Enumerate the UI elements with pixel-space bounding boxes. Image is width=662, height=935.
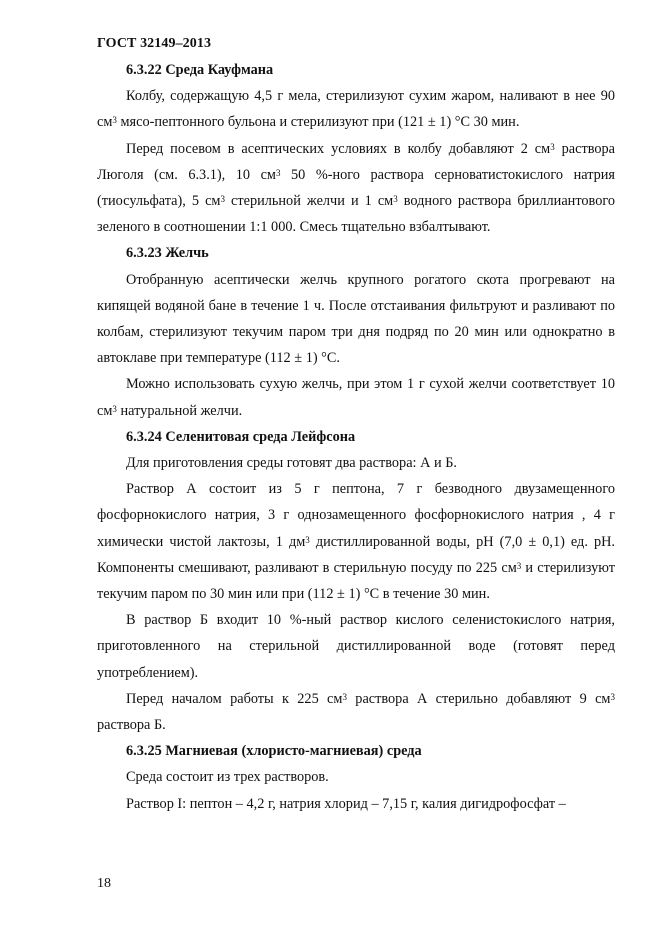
body-paragraph	[97, 686, 615, 738]
paragraph-text: Раствор I: пептон – 4,2 г, натрия хлорид – 7,15 г, калия дигидрофосфат –	[126, 795, 566, 812]
paragraph-text: стерильной желчи и 1 см	[224, 193, 394, 210]
superscript: 3	[275, 167, 281, 178]
superscript: 3	[220, 194, 225, 205]
body-paragraph	[97, 764, 615, 790]
superscript: 3	[305, 534, 310, 545]
section-heading: 6.3.22 Среда Кауфмана	[126, 62, 274, 78]
page-number: 18	[97, 876, 111, 891]
section-heading: 6.3.24 Селенитовая среда Лейфсона	[126, 428, 356, 445]
document-header: ГОСТ 32149–2013	[97, 36, 212, 51]
section-heading: 6.3.25 Магниевая (хлористо-магниевая) среда	[126, 743, 422, 760]
paragraph-text: раствора Б.	[97, 717, 166, 734]
body-paragraph	[97, 476, 615, 607]
body-paragraph	[97, 136, 615, 241]
paragraph-text: Перед посевом в асептических условиях в колбу добавляют 2 см	[126, 140, 551, 157]
body-paragraph	[97, 267, 615, 372]
paragraph-text: Среда состоит из трех растворов.	[126, 769, 329, 786]
document-body	[97, 57, 615, 817]
paragraph-text: Перед началом работы к 225 см	[126, 690, 343, 707]
body-paragraph	[97, 791, 615, 817]
paragraph-text: мясо-пептонного бульона и стерилизуют при (121 ± 1) °С 30 мин.	[116, 114, 520, 131]
superscript: 3	[112, 403, 117, 414]
paragraph-text: В раствор Б входит 10 %-ный раствор кислого селенистокислого натрия, приготовленного на стерильной дистиллированной воде (готовят перед употреблением).	[97, 612, 615, 681]
section-heading: 6.3.23 Желчь	[126, 245, 209, 262]
paragraph-text: водного раствора бриллиантового зеленого в соотношении 1:1 000. Смесь тщательно взбалтывают.	[97, 193, 615, 236]
superscript: 3	[112, 115, 117, 126]
body-paragraph	[97, 83, 615, 135]
superscript: 3	[516, 560, 522, 571]
paragraph-text: и стерилизуют текучим паром по 30 мин или при (112 ± 1) °С в течение 30 мин.	[97, 559, 615, 603]
body-paragraph	[97, 607, 615, 686]
body-paragraph	[97, 371, 615, 423]
paragraph-text: раствора А стерильно добавляют 9 см	[346, 690, 611, 707]
body-paragraph	[97, 450, 615, 476]
paragraph-text: раствора Люголя (см. 6.3.1), 10 см	[97, 140, 616, 183]
paragraph-text: Отобранную асептически желчь крупного рогатого скота прогревают на кипящей водяной бане в течение 1 ч. После отстаивания фильтруют и разливают по колбам, стерилизуют текучим паром три дня подряд по 20 мин или однократно в автоклаве при температуре (112 ± 1) °С.	[97, 271, 615, 367]
paragraph-text: Раствор А состоит из 5 г пептона, 7 г безводного двузамещенного фосфорнокислого натрия, 3 г однозамещенного фосфорнокислого натрия , 4 г химически чистой лактозы, 1 дм	[97, 481, 615, 550]
paragraph-text: натуральной желчи.	[116, 402, 243, 419]
superscript: 3	[610, 691, 615, 702]
paragraph-text: Колбу, содержащую 4,5 г мела, стерилизуют сухим жаром, наливают в нее 90 см	[97, 88, 615, 131]
paragraph-text: 50 %-ного раствора серноватистокислого натрия (тиосульфата), 5 см	[97, 166, 615, 210]
superscript: 3	[393, 194, 398, 205]
superscript: 3	[342, 691, 347, 702]
paragraph-text: дистиллированной воды, рН (7,0 ± 0,1) ед. рН. Компоненты смешивают, разливают в стерильную посуду по 225 см	[97, 533, 615, 576]
superscript: 3	[550, 141, 555, 152]
paragraph-text: Для приготовления среды готовят два раствора: А и Б.	[126, 455, 457, 472]
paragraph-text: Можно использовать сухую желчь, при этом 1 г сухой желчи соответствует 10 см	[97, 376, 615, 419]
